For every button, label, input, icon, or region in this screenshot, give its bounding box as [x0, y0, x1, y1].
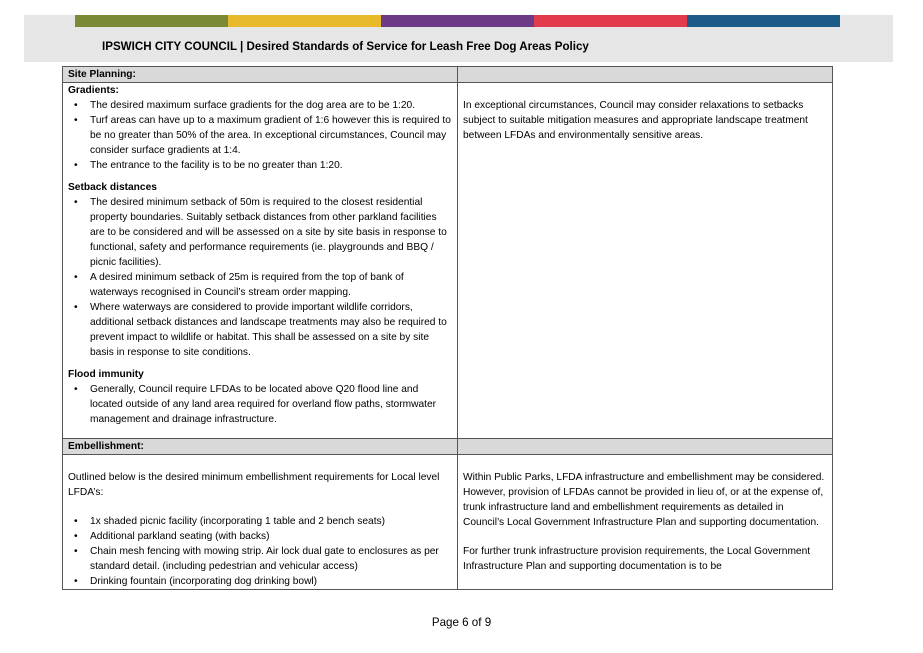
header-color-bar-purple	[381, 15, 534, 27]
section-heading-blank	[458, 67, 833, 83]
section-heading-blank	[458, 439, 833, 455]
spacer	[68, 455, 452, 470]
flood-heading: Flood immunity	[68, 369, 144, 380]
list-item: • The desired minimum setback of 50m is required to the closest residential property boundaries. Suitably setback distances from other parkland facilities are to be considered and will be assessed on a site by site basis in response to functional, safety and performance requirements (ie. playgrounds and BBQ / picnic facilities).	[90, 195, 452, 270]
setback-heading: Setback distances	[68, 182, 157, 193]
list-item: • Turf areas can have up to a maximum gradient of 1:6 however this is required to be no greater than 50% of the area. In exceptional circumstances, Council may consider surface gradients at 1:4.	[90, 113, 452, 158]
list-item: • Generally, Council require LFDAs to be located above Q20 flood line and located outside of any land area required for overland flow paths, stormwater management and drainage infrastructure.	[90, 382, 452, 427]
page-number: Page 6 of 9	[431, 616, 492, 629]
list-item: • Additional parkland seating (with backs)	[90, 529, 452, 544]
spacer	[463, 530, 827, 544]
spacer	[68, 500, 452, 514]
header-color-bar-red	[534, 15, 687, 27]
list-item: • Where waterways are considered to provide important wildlife corridors, additional setback distances and landscape treatments may also be required to prevent impact to wildlife or habitat. This shall be assessed on a site by site basis in response to site conditions.	[90, 300, 452, 360]
gradients-heading: Gradients:	[68, 85, 119, 96]
list-item: • The entrance to the facility is to be no greater than 1:20.	[90, 158, 452, 173]
header-color-bar-blue	[687, 15, 840, 27]
embellishment-right-cell	[458, 455, 833, 590]
spacer	[463, 455, 827, 470]
section-row-embellishment	[63, 439, 833, 455]
setback-relaxation-note: In exceptional circumstances, Council may consider relaxations to setbacks subject to suitable mitigation measures and appropriate landscape treatment between LFDAs and environmentally sensitive areas.	[463, 100, 808, 141]
list-item: • A desired minimum setback of 25m is required from the top of bank of waterways recognised in Council’s stream order mapping.	[90, 270, 452, 300]
embellishment-left-cell	[63, 455, 458, 590]
header-color-bar-green	[75, 15, 228, 27]
embellishment-note-1: Within Public Parks, LFDA infrastructure and embellishment may be considered. However, provision of LFDAs cannot be provided in lieu of, or at the expense of, trunk infrastructure land and embellishment requirements as detailed in Council’s Local Government Infrastructure Plan and supporting documentation.	[463, 472, 825, 528]
embellishment-row	[63, 455, 833, 590]
embellishment-list	[68, 514, 452, 589]
spacer	[68, 173, 452, 180]
standards-table	[62, 66, 833, 590]
spacer	[68, 360, 452, 367]
gradients-list	[68, 98, 452, 173]
list-item: • The desired maximum surface gradients for the dog area are to be 1:20.	[90, 98, 452, 113]
section-row-site-planning	[63, 67, 833, 83]
embellishment-note-2: For further trunk infrastructure provision requirements, the Local Government Infrastructure Plan and supporting documentation is to be	[463, 546, 811, 572]
embellishment-intro: Outlined below is the desired minimum embellishment requirements for Local level LFDA’s:	[68, 472, 440, 498]
list-item: • Chain mesh fencing with mowing strip. Air lock dual gate to enclosures as per standard detail. (including pedestrian and vehicular access)	[90, 544, 452, 574]
list-item: • 1x shaded picnic facility (incorporating 1 table and 2 bench seats)	[90, 514, 452, 529]
site-planning-left-cell	[63, 83, 458, 439]
site-planning-right-cell	[458, 83, 833, 439]
spacer	[463, 83, 827, 98]
flood-list	[68, 382, 452, 427]
section-heading: Embellishment:	[63, 439, 458, 455]
section-heading: Site Planning:	[63, 67, 458, 83]
list-item: • Drinking fountain (incorporating dog drinking bowl)	[90, 574, 452, 589]
document-title: IPSWICH CITY COUNCIL | Desired Standards of Service for Leash Free Dog Areas Policy	[102, 40, 589, 53]
setback-list	[68, 195, 452, 360]
header-color-bar-yellow	[228, 15, 381, 27]
site-planning-row	[63, 83, 833, 439]
